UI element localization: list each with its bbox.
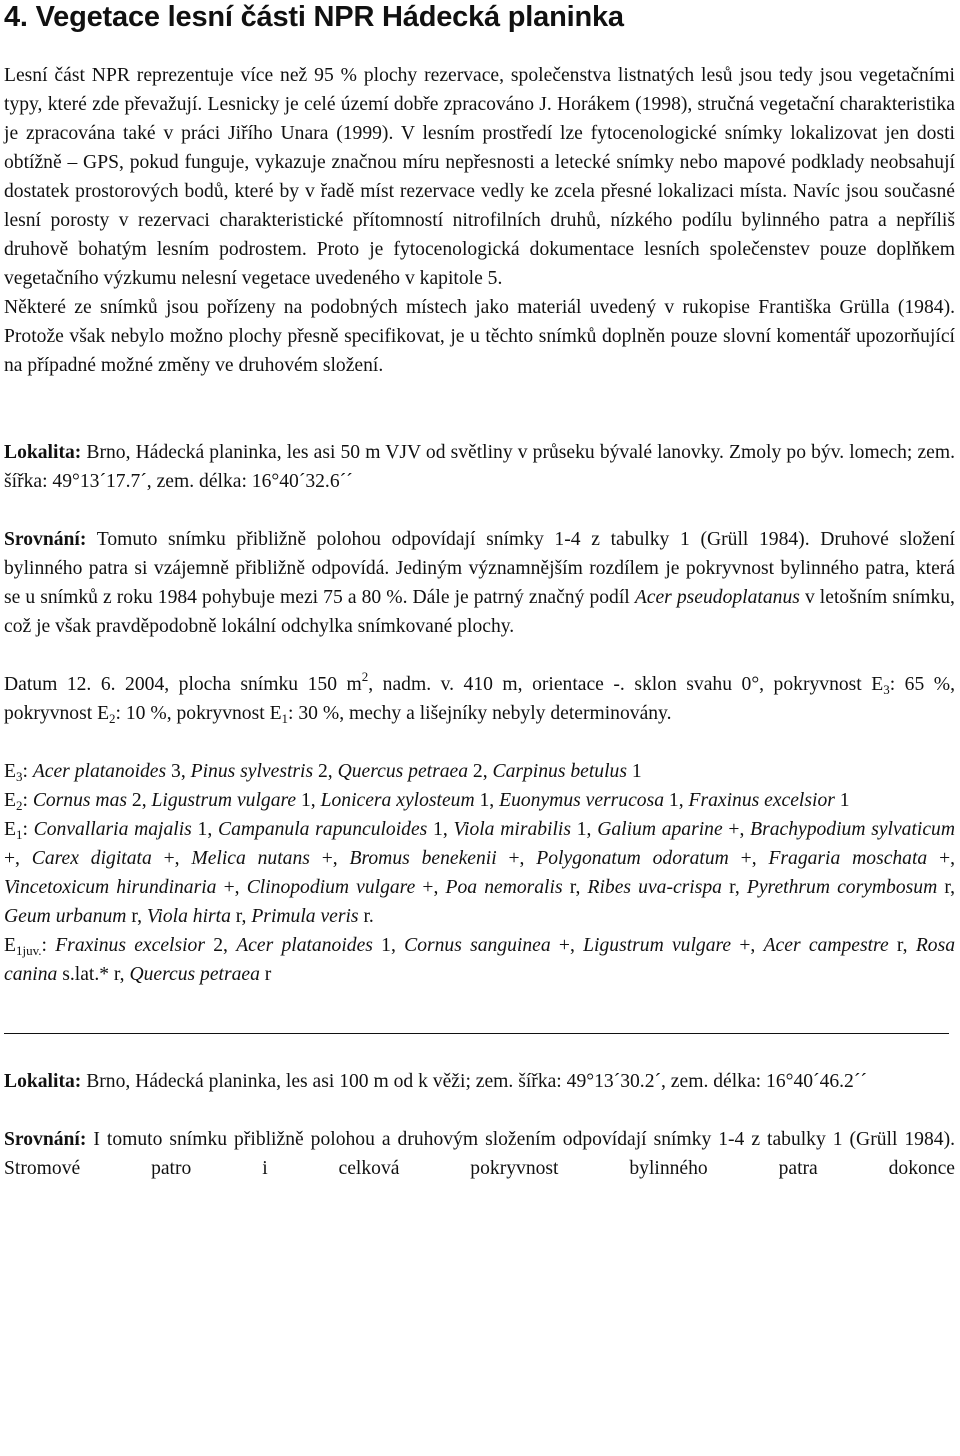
species-name: Cornus mas xyxy=(32,790,127,811)
species-name: Carex digitata xyxy=(31,848,152,869)
srovnani-label: Srovnání: xyxy=(4,529,87,550)
species-name: Ligustrum vulgare xyxy=(583,935,732,956)
relevé-2-lokalita xyxy=(4,1067,955,1096)
species-name: Primula veris xyxy=(251,906,359,927)
species-name: Polygonatum odoratum xyxy=(536,848,729,869)
species-name: Fraxinus excelsior xyxy=(55,935,205,956)
species-name: Acer pseudoplatanus xyxy=(634,587,800,608)
intro-paragraph-2: Některé ze snímků jsou pořízeny na podobných místech jako materiál uvedený v rukopise Františka Grülla (1984). Protože však nebylo možno plochy přesně specifikovat, je u těchto snímků doplněn pouze slovní komentář upozorňující na případné možné změny ve druhovém složení. xyxy=(4,297,955,376)
species-name: Carpinus betulus xyxy=(492,761,627,782)
species-name: Vincetoxicum hirundinaria xyxy=(4,877,217,898)
relevé-1-srovnani: Srovnání: Tomuto snímku přibližně polohou odpovídají snímky 1-4 z tabulky 1 (Grüll 1984). Druhové složení bylinného patra si vzájemně přibližně odpovídá. Jediným významnějším rozdílem je pokryvnost bylinného patra, která se u snímků z roku 1984 pohybuje mezi 75 a 80 %. Dále je patrný značný podíl Acer pseudoplatanus v letošním snímku, což je však pravděpodobně lokální odchylka snímkované plochy. xyxy=(4,529,955,637)
lokalita-label: Lokalita: xyxy=(4,442,82,463)
species-name: Brachypodium sylvaticum xyxy=(750,819,956,840)
species-name: Melica nutans xyxy=(191,848,310,869)
species-name: Viola hirta xyxy=(146,906,231,927)
species-name: Clinopodium vulgare xyxy=(246,877,416,898)
species-name: Euonymus verrucosa xyxy=(499,790,664,811)
species-name: Acer platanoides xyxy=(236,935,373,956)
species-name: Pinus sylvestris xyxy=(190,761,314,782)
species-name: Viola mirabilis xyxy=(453,819,571,840)
lokalita-text: Brno, Hádecká planinka, les asi 100 m od k věži; zem. šířka: 49°13´30.2´, zem. délka: 16°40´46.2´´ xyxy=(81,1071,867,1092)
species-name: Poa nemoralis xyxy=(445,877,563,898)
species-name: Pyrethrum corymbosum xyxy=(746,877,938,898)
layer-e1: $E_1$: Convallaria majalis 1, Campanula rapunculoides 1, Viola mirabilis 1, Galium aparine +, Brachypodium sylvaticum +, Carex digitata +, Melica nutans +, Bromus benekenii +, Polygonatum odoratum +, Fragaria moschata +, Vincetoxicum hirundinaria +, Clinopodium vulgare +, Poa nemoralis r, Ribes uva-crispa r, Pyrethrum corymbosum r, Geum urbanum r, Viola hirta r, Primula veris r. xyxy=(4,819,956,927)
species-name: Galium aparine xyxy=(597,819,723,840)
lokalita-label: Lokalita: xyxy=(4,1071,82,1092)
species-name: Campanula rapunculoides xyxy=(218,819,428,840)
species-name: Ribes uva-crispa xyxy=(587,877,722,898)
relevé-1-lokalita xyxy=(4,438,955,496)
species-name: Fraxinus excelsior xyxy=(688,790,835,811)
layer-e3: $E_3$: Acer platanoides 3, Pinus sylvestris 2, Quercus petraea 2, Carpinus betulus 1 xyxy=(4,761,642,784)
lokalita-text: Brno, Hádecká planinka, les asi 50 m VJV od světliny v průseku bývalé lanovky. Zmoly po býv. lomech; zem. šířka: 49°13´17.7´, zem. délka: 16°40´32.6´´ xyxy=(4,442,955,492)
relevé-2-srovnani: Srovnání: I tomuto snímku přibližně polohou a druhovým složením odpovídají snímky 1-4 z tabulky 1 (Grüll 1984). Stromové patro i celková pokryvnost bylinného patra dokonce xyxy=(4,1129,955,1179)
species-name: Rosa canina xyxy=(4,935,956,985)
species-name: Lonicera xylosteum xyxy=(320,790,475,811)
section-title: 4. Vegetace lesní části NPR Hádecká planinka xyxy=(4,1,624,33)
relevé-1-header: Datum 12. 6. 2004, plocha snímku 150 $m^2$, nadm. v. 410 m, orientace -. sklon svahu 0°, pokryvnost $E_3$: 65 %, pokryvnost $E_2$: 10 %, pokryvnost $E_1$: 30 %, mechy a lišejníky nebyly determinovány. xyxy=(4,669,955,726)
species-name: Bromus benekenii xyxy=(349,848,497,869)
species-name: Acer platanoides xyxy=(32,761,167,782)
srovnani-label: Srovnání: xyxy=(4,1129,87,1150)
species-name: Quercus petraea xyxy=(129,964,260,985)
layer-e2: $E_2$: Cornus mas 2, Ligustrum vulgare 1, Lonicera xylosteum 1, Euonymus verrucosa 1, Fraxinus excelsior 1 xyxy=(4,790,850,813)
species-name: Cornus sanguinea xyxy=(404,935,551,956)
species-name: Convallaria majalis xyxy=(33,819,192,840)
species-name: Geum urbanum xyxy=(4,906,127,927)
layer-e1-juv: $E_{1juv.}$: Fraxinus excelsior 2, Acer platanoides 1, Cornus sanguinea +, Ligustrum vulgare +, Acer campestre r, Rosa canina s.lat.* r, Quercus petraea r xyxy=(4,935,956,985)
species-name: Fragaria moschata xyxy=(768,848,928,869)
intro-paragraph: Lesní část NPR reprezentuje více než 95 % plochy rezervace, společenstva listnatých lesů jsou tedy jsou vegetačními typy, které zde převažují. Lesnicky je celé území dobře zpracováno J. Horákem (1998), stručná vegetační charakteristika je zpracována také v práci Jiřího Unara (1999). V lesním prostředí lze fytocenologické snímky lokalizovat jen dosti obtížně – GPS, pokud funguje, vykazuje značnou míru nepřesnosti a letecké snímky nebo mapové podklady neobsahují dostatek prostorových bodů, které by v řadě míst rezervace vedly ke zcela přesné lokalizaci místa. Navíc jsou současné lesní porosty v rezervaci charakteristické přítomností nitrofilních druhů, nízkého podílu bylinného patra a nepříliš druhově bohatým lesním podrostem. Proto je fytocenologická dokumentace lesních společenstev pouze doplňkem vegetačního výzkumu nelesní vegetace uvedeného v kapitole 5. xyxy=(4,65,955,289)
species-name: Ligustrum vulgare xyxy=(151,790,297,811)
species-name: Acer campestre xyxy=(763,935,889,956)
species-name: Quercus petraea xyxy=(337,761,469,782)
